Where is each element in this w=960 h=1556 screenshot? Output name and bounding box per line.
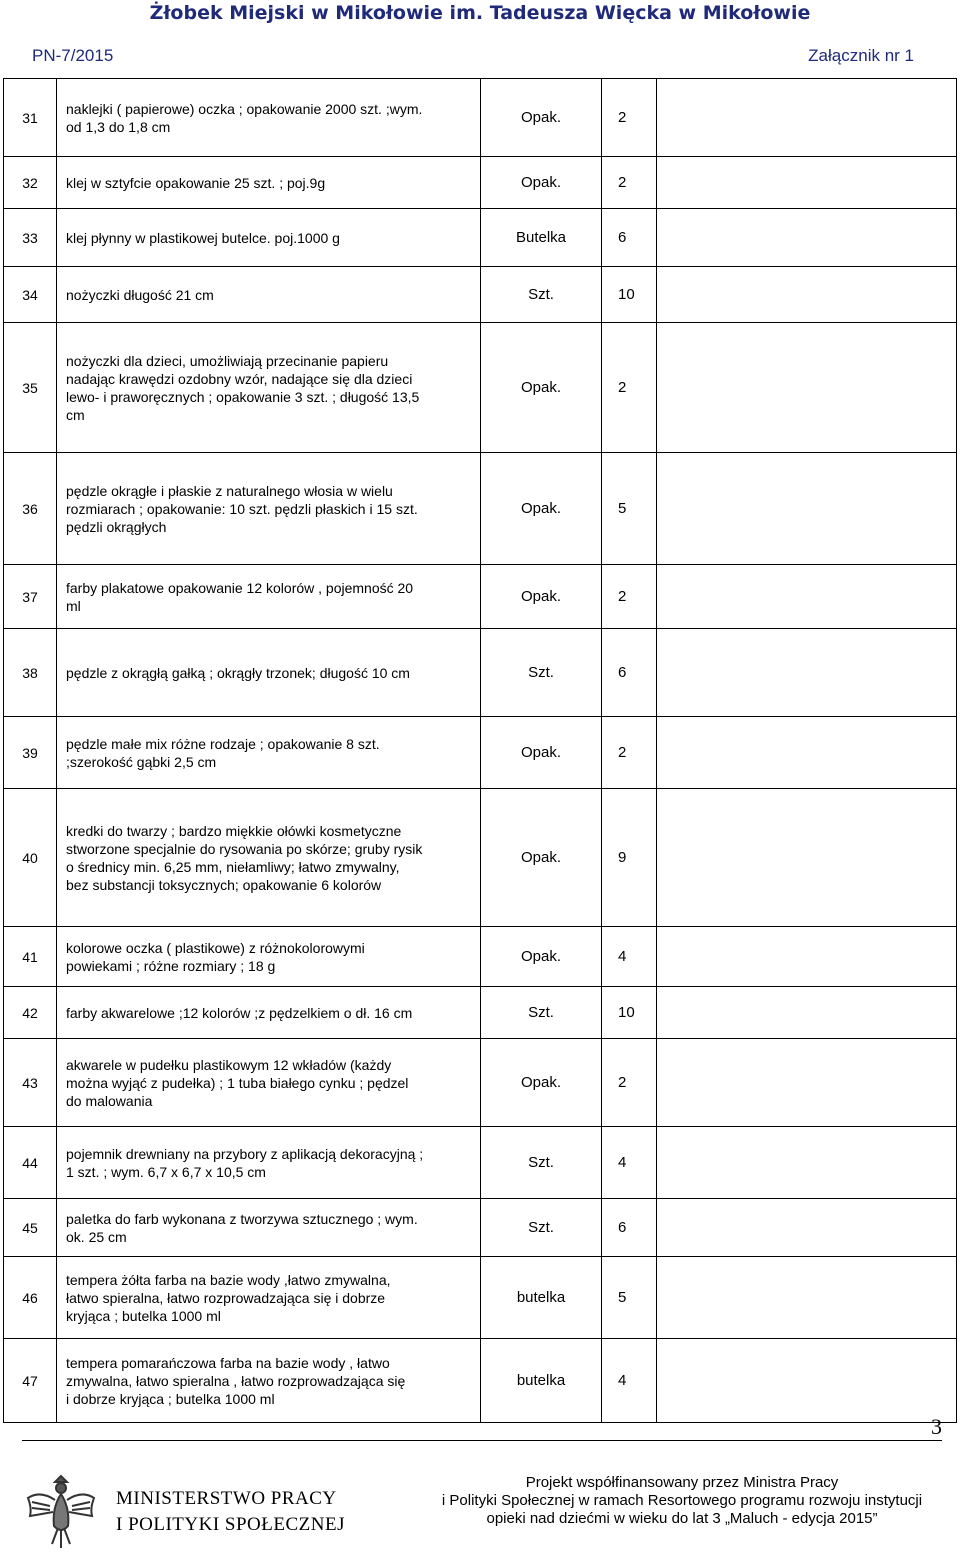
empty-cell [657, 267, 957, 323]
item-unit: Opak. [481, 1039, 602, 1127]
description-line: farby plakatowe opakowanie 12 kolorów , pojemność 20 [66, 579, 414, 596]
item-quantity: 2 [602, 565, 657, 629]
row-number: 40 [4, 789, 57, 927]
item-description [57, 157, 481, 209]
empty-cell [657, 1199, 957, 1257]
item-quantity: 6 [602, 209, 657, 267]
item-quantity: 10 [602, 987, 657, 1039]
description-line: pędzle małe mix różne rodzaje ; opakowanie 8 szt. [66, 735, 380, 752]
item-unit: Opak. [481, 453, 602, 565]
description-line: 1 szt. ; wym. 6,7 x 6,7 x 10,5 cm [66, 1163, 266, 1180]
description-line: kryjąca ; butelka 1000 ml [66, 1307, 221, 1324]
item-quantity: 5 [602, 1257, 657, 1339]
item-quantity: 10 [602, 267, 657, 323]
item-description [57, 1127, 481, 1199]
description-line: do malowania [66, 1092, 153, 1109]
description-line: kredki do twarzy ; bardzo miękkie ołówki kosmetyczne [66, 822, 402, 839]
page-number: 3 [931, 1414, 942, 1439]
item-description [57, 987, 481, 1039]
row-number: 41 [4, 927, 57, 987]
description-line: zmywalna, łatwo spieralna , łatwo rozprowadzająca się [66, 1372, 406, 1389]
empty-cell [657, 565, 957, 629]
description-line: akwarele w pudełku plastikowym 12 wkładów (każdy [66, 1056, 392, 1073]
description-line: paletka do farb wykonana z tworzywa sztucznego ; wym. [66, 1210, 418, 1227]
item-description [57, 789, 481, 927]
item-quantity: 2 [602, 79, 657, 157]
table-row [4, 323, 957, 453]
row-number: 38 [4, 629, 57, 717]
project-line-2: i Polityki Społecznej w ramach Resortowego programu rozwoju instytucji [441, 1492, 923, 1509]
item-unit: Opak. [481, 565, 602, 629]
description-line: naklejki ( papierowe) oczka ; opakowanie 2000 szt. ;wym. [66, 100, 423, 117]
item-unit: Opak. [481, 79, 602, 157]
project-funding-note [422, 1474, 942, 1528]
item-description [57, 267, 481, 323]
item-quantity: 4 [602, 1127, 657, 1199]
item-quantity: 4 [602, 1339, 657, 1423]
item-unit: Opak. [481, 157, 602, 209]
description-line: klej płynny w plastikowej butelce. poj.1000 g [66, 229, 340, 246]
item-unit: Szt. [481, 629, 602, 717]
items-table [3, 78, 957, 1423]
row-number: 34 [4, 267, 57, 323]
empty-cell [657, 1127, 957, 1199]
attachment-label: Załącznik nr 1 [808, 46, 914, 65]
item-description [57, 453, 481, 565]
project-line-1: Projekt współfinansowany przez Ministra Pracy [525, 1474, 839, 1491]
table-row [4, 267, 957, 323]
item-quantity: 2 [602, 157, 657, 209]
empty-cell [657, 157, 957, 209]
table-row [4, 1257, 957, 1339]
description-line: nadając krawędzi ozdobny wzór, nadające się dla dzieci [66, 370, 413, 387]
row-number: 46 [4, 1257, 57, 1339]
table-row [4, 79, 957, 157]
table-row [4, 453, 957, 565]
item-unit: Szt. [481, 1199, 602, 1257]
row-number: 42 [4, 987, 57, 1039]
row-number: 43 [4, 1039, 57, 1127]
reference-number: PN-7/2015 [32, 46, 114, 65]
item-description [57, 1257, 481, 1339]
item-description [57, 79, 481, 157]
item-description [57, 1339, 481, 1423]
empty-cell [657, 927, 957, 987]
description-line: o średnicy min. 6,25 mm, niełamliwy; łatwo zmywalny, [66, 858, 400, 875]
empty-cell [657, 987, 957, 1039]
description-line: pojemnik drewniany na przybory z aplikacją dekoracyjną ; [66, 1145, 424, 1162]
table-row [4, 1127, 957, 1199]
project-line-3: opieki nad dziećmi w wieku do lat 3 „Maluch - edycja 2015” [486, 1510, 878, 1527]
description-line: pędzle okrągłe i płaskie z naturalnego włosia w wielu [66, 482, 393, 499]
description-line: powiekami ; różne rozmiary ; 18 g [66, 957, 276, 974]
description-line: pędzle z okrągłą gałką ; okrągły trzonek; długość 10 cm [66, 664, 410, 681]
item-unit: Szt. [481, 987, 602, 1039]
row-number: 31 [4, 79, 57, 157]
item-description [57, 1039, 481, 1127]
description-line: rozmiarach ; opakowanie: 10 szt. pędzli płaskich i 15 szt. [66, 500, 418, 517]
table-row [4, 717, 957, 789]
empty-cell [657, 717, 957, 789]
item-quantity: 6 [602, 629, 657, 717]
item-description [57, 1199, 481, 1257]
description-line: od 1,3 do 1,8 cm [66, 118, 171, 135]
description-line: ok. 25 cm [66, 1228, 127, 1245]
item-quantity: 2 [602, 717, 657, 789]
item-quantity: 5 [602, 453, 657, 565]
empty-cell [657, 79, 957, 157]
description-line: klej w sztyfcie opakowanie 25 szt. ; poj.9g [66, 174, 326, 191]
row-number: 35 [4, 323, 57, 453]
row-number: 32 [4, 157, 57, 209]
item-unit: Opak. [481, 789, 602, 927]
empty-cell [657, 323, 957, 453]
description-line: ml [66, 597, 81, 614]
description-line: lewo- i praworęcznych ; opakowanie 3 szt. ; długość 13,5 [66, 388, 420, 405]
ministry-logo-text [116, 1486, 345, 1538]
empty-cell [657, 209, 957, 267]
description-line: stworzone specjalnie do rysowania po skórze; gruby rysik [66, 840, 423, 857]
item-quantity: 4 [602, 927, 657, 987]
item-unit: butelka [481, 1257, 602, 1339]
item-quantity: 2 [602, 323, 657, 453]
description-line: nożyczki dla dzieci, umożliwiają przecinanie papieru [66, 352, 389, 369]
item-description [57, 565, 481, 629]
document-title: Żłobek Miejski w Mikołowie im. Tadeusza Więcka w Mikołowie [149, 2, 811, 24]
empty-cell [657, 1339, 957, 1423]
item-quantity: 2 [602, 1039, 657, 1127]
description-line: farby akwarelowe ;12 kolorów ;z pędzelkiem o dł. 16 cm [66, 1004, 413, 1021]
item-quantity: 9 [602, 789, 657, 927]
item-description [57, 209, 481, 267]
ministry-line-2: I POLITYKI SPOŁECZNEJ [116, 1514, 345, 1535]
ministry-line-1: MINISTERSTWO PRACY [116, 1488, 337, 1509]
empty-cell [657, 789, 957, 927]
description-line: łatwo spieralna, łatwo rozprowadzająca się i dobrze [66, 1289, 386, 1306]
description-line: tempera pomarańczowa farba na bazie wody , łatwo [66, 1354, 390, 1371]
row-number: 44 [4, 1127, 57, 1199]
item-description [57, 323, 481, 453]
description-line: ;szerokość gąbki 2,5 cm [66, 753, 217, 770]
empty-cell [657, 453, 957, 565]
empty-cell [657, 1039, 957, 1127]
table-row [4, 789, 957, 927]
description-line: pędzli okrągłych [66, 518, 167, 535]
footer-divider [22, 1440, 942, 1441]
table-row [4, 1199, 957, 1257]
description-line: tempera żółta farba na bazie wody ,łatwo zmywalna, [66, 1271, 391, 1288]
description-line: nożyczki długość 21 cm [66, 286, 214, 303]
item-unit: butelka [481, 1339, 602, 1423]
item-description [57, 629, 481, 717]
table-row [4, 987, 957, 1039]
description-line: bez substancji toksycznych; opakowanie 6 kolorów [66, 876, 382, 893]
item-unit: Szt. [481, 267, 602, 323]
table-row [4, 927, 957, 987]
table-row [4, 1339, 957, 1423]
item-description [57, 717, 481, 789]
row-number: 37 [4, 565, 57, 629]
item-unit: Opak. [481, 717, 602, 789]
table-row [4, 209, 957, 267]
item-unit: Opak. [481, 323, 602, 453]
description-line: cm [66, 406, 85, 423]
description-line: i dobrze kryjąca ; butelka 1000 ml [66, 1390, 275, 1407]
empty-cell [657, 1257, 957, 1339]
description-line: kolorowe oczka ( plastikowe) z różnokolorowymi [66, 939, 365, 956]
table-row [4, 565, 957, 629]
table-row [4, 629, 957, 717]
row-number: 45 [4, 1199, 57, 1257]
row-number: 33 [4, 209, 57, 267]
description-line: można wyjąć z pudełka) ; 1 tuba białego cynku ; pędzel [66, 1074, 409, 1091]
row-number: 47 [4, 1339, 57, 1423]
empty-cell [657, 629, 957, 717]
row-number: 36 [4, 453, 57, 565]
item-unit: Szt. [481, 1127, 602, 1199]
item-quantity: 6 [602, 1199, 657, 1257]
polish-eagle-emblem [22, 1468, 100, 1552]
item-description [57, 927, 481, 987]
item-unit: Opak. [481, 927, 602, 987]
table-row [4, 1039, 957, 1127]
row-number: 39 [4, 717, 57, 789]
item-unit: Butelka [481, 209, 602, 267]
table-row [4, 157, 957, 209]
